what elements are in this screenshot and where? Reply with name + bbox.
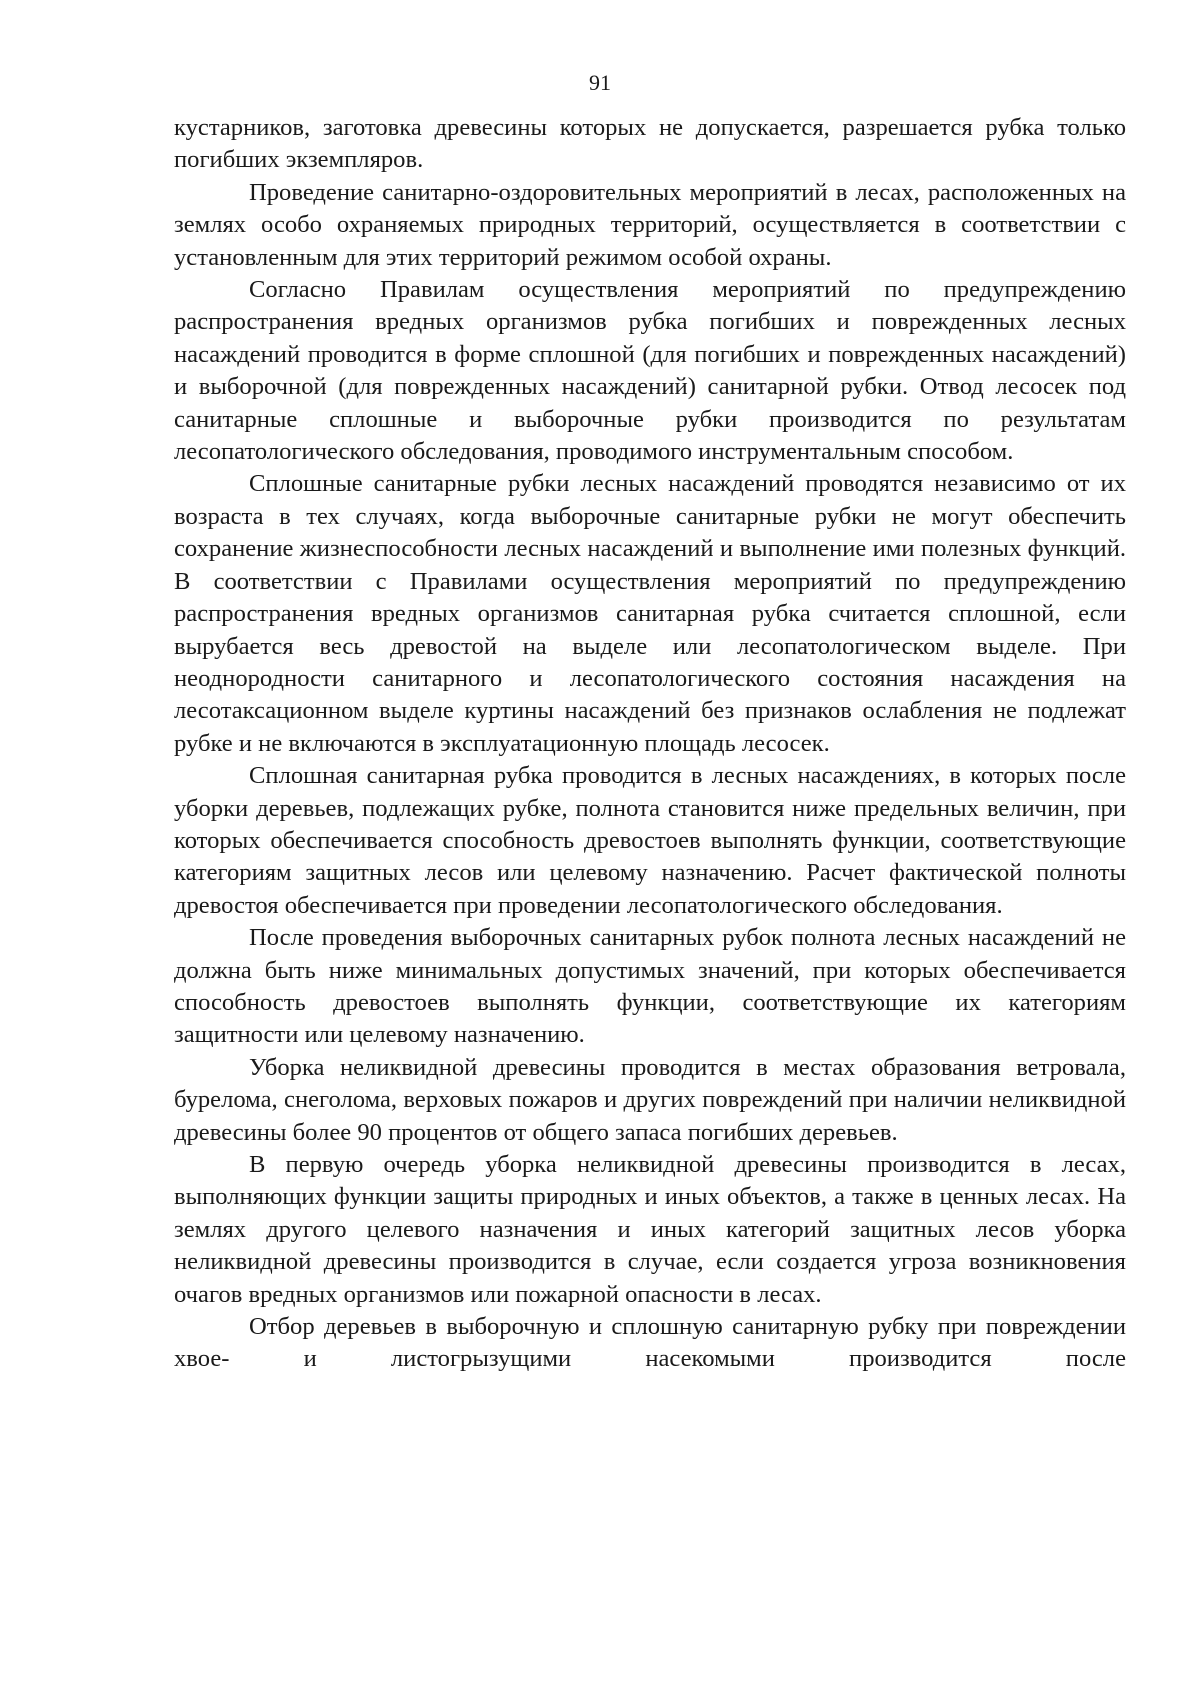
paragraph-protected-territories: Проведение санитарно-оздоровительных мероприятий в лесах, расположенных на землях особо охраняемых природных территорий, осуществляется в соответствии с установленным для этих территорий режимом особой охраны. [174,178,1126,271]
paragraph-clear-sanitary-felling: Сплошные санитарные рубки лесных насаждений проводятся независимо от их возраста в тех случаях, когда выборочные санитарные рубки не могут обеспечить сохранение жизнеспособности лесных насаждений и выполнение ими полезных функций. В соответствии с Правилами осуществления мероприятий по предупреждению распространения вредных организмов санитарная рубка считается сплошной, если вырубается весь древостой на выделе или лесопатологическом выделе. При неоднородности санитарного и лесопатологического состояния насаждения на лесотаксационном выделе куртины насаждений без признаков ослабления не подлежат рубке и не включаются в эксплуатационную площадь лесосек. [174,470,1126,757]
page-number: 91 [589,70,611,95]
paragraph-tree-selection: Отбор деревьев в выборочную и сплошную санитарную рубку при повреждении хвое- и листогрызущими насекомыми производится после [174,1313,1126,1373]
paragraph-selective-felling-density: После проведения выборочных санитарных рубок полнота лесных насаждений не должна быть ниже минимальных допустимых значений, при которых обеспечивается способность древостоев выполнять функции, соответствующие их категориям защитности или целевому назначению. [174,924,1126,1049]
paragraph-priority-removal: В первую очередь уборка неликвидной древесины производится в лесах, выполняющих функции защиты природных и иных объектов, а также в ценных лесах. На землях другого целевого назначения и иных категорий защитных лесов уборка неликвидной древесины производится в случае, если создается угроза возникновения очагов вредных организмов или пожарной опасности в лесах. [174,1151,1126,1308]
document-body [174,112,1126,1376]
paragraph-harmful-organisms-rules: Согласно Правилам осуществления мероприятий по предупреждению распространения вредных организмов рубка погибших и поврежденных лесных насаждений проводится в форме сплошной (для погибших и поврежденных насаждений) и выборочной (для поврежденных насаждений) санитарной рубки. Отвод лесосек под санитарные сплошные и выборочные рубки производится по результатам лесопатологического обследования, проводимого инструментальным способом. [174,276,1126,466]
paragraph-continuation: кустарников, заготовка древесины которых не допускается, разрешается рубка только погибших экземпляров. [174,114,1126,174]
paragraph-illiquid-wood-removal: Уборка неликвидной древесины проводится в местах образования ветровала, бурелома, снеголома, верховых пожаров и других повреждений при наличии неликвидной древесины более 90 процентов от общего запаса погибших деревьев. [174,1053,1126,1146]
paragraph-clear-felling-density: Сплошная санитарная рубка проводится в лесных насаждениях, в которых после уборки деревьев, подлежащих рубке, полнота становится ниже предельных величин, при которых обеспечивается способность древостоев выполнять функции, соответствующие категориям защитных лесов или целевому назначению. Расчет фактической полноты древостоя обеспечивается при проведении лесопатологического обследования. [174,762,1126,919]
